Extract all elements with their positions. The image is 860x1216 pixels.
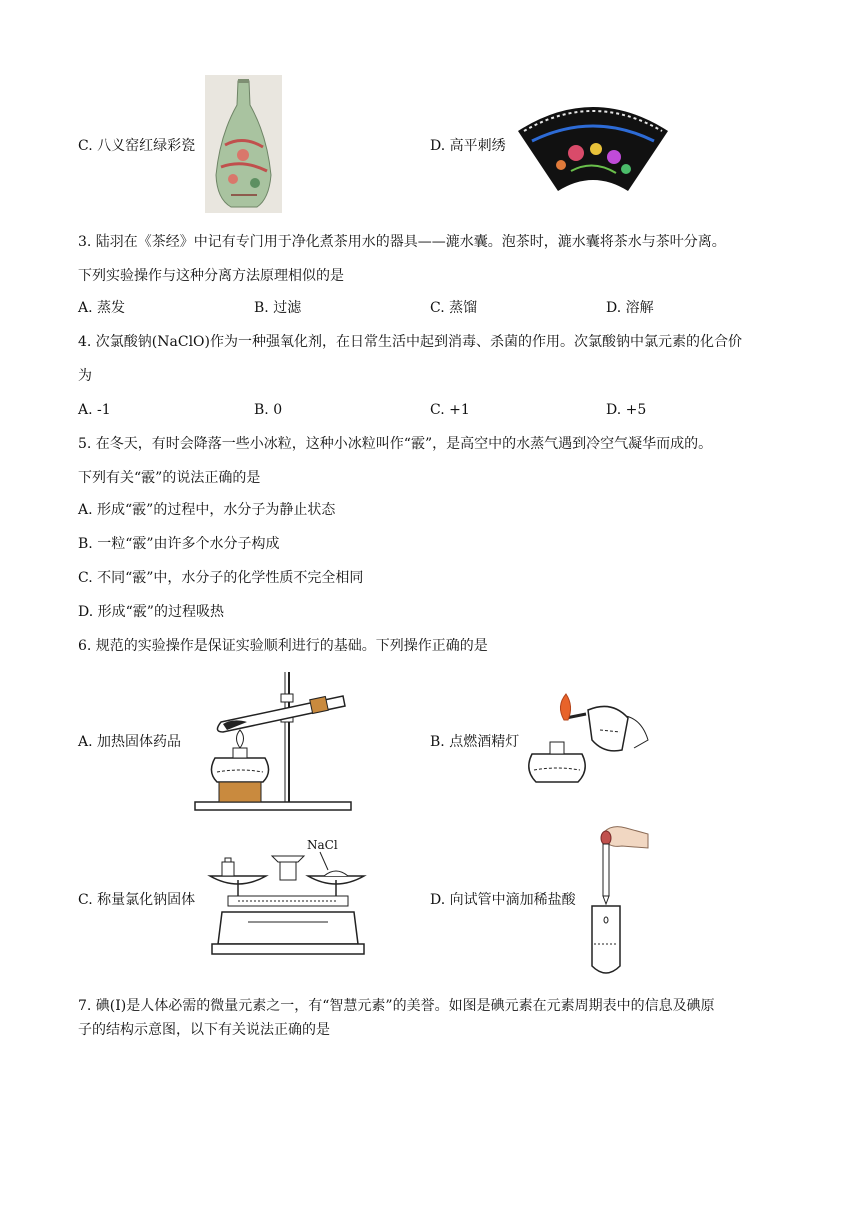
lighting-alcohol-lamp-diagram [526,690,652,790]
q7-stem-line1: 7. 碘(I)是人体必需的微量元素之一，有“智慧元素”的美誉。如图是碘元素在元素周期表中的信息及碘原 [78,998,715,1014]
q4-option-b: B. 0 [254,402,283,418]
dropper-test-tube-diagram [582,824,650,976]
q3-option-d: D. 溶解 [606,300,654,316]
q6-stem: 6. 规范的实验操作是保证实验顺利进行的基础。下列操作正确的是 [78,638,488,654]
q6-option-a: A. 加热固体药品 [78,734,182,750]
q6-option-c: C. 称量氯化钠固体 [78,892,196,908]
q4-option-d: D. +5 [606,402,647,418]
q5-option-d: D. 形成“霰”的过程吸热 [78,604,224,620]
q4-option-a: A. -1 [78,402,111,418]
q3-stem-line1: 3. 陆羽在《茶经》中记有专门用于净化煮茶用水的器具——漉水囊。泡茶时，漉水囊将茶水与茶叶分离。 [78,234,726,250]
nacl-label: NaCl [307,838,338,852]
q2-option-d: D. 高平刺绣 [430,138,506,154]
q6-option-b: B. 点燃酒精灯 [430,734,520,750]
q4-option-c: C. +1 [430,402,470,418]
q5-option-b: B. 一粒“霰”由许多个水分子构成 [78,536,280,552]
q4-stem-line1: 4. 次氯酸钠(NaClO)作为一种强氧化剂，在日常生活中起到消毒、杀菌的作用。次氯酸钠中氯元素的化合价 [78,334,742,350]
q3-stem-line2: 下列实验操作与这种分离方法原理相似的是 [78,268,344,284]
weighing-balance-diagram [208,852,368,960]
q6-option-d: D. 向试管中滴加稀盐酸 [430,892,576,908]
q3-option-b: B. 过滤 [254,300,302,316]
q4-stem-line2: 为 [78,368,92,384]
q2-option-c: C. 八义窑红绿彩瓷 [78,138,196,154]
q5-stem-line1: 5. 在冬天，有时会降落一些小冰粒，这种小冰粒叫作“霰”，是高空中的水蒸气遇到冷空气凝华而成的。 [78,436,713,452]
q5-option-c: C. 不同“霰”中，水分子的化学性质不完全相同 [78,570,364,586]
q5-option-a: A. 形成“霰”的过程中，水分子为静止状态 [78,502,336,518]
vase-image [205,75,282,213]
heating-solid-apparatus-diagram [193,668,353,814]
q3-option-a: A. 蒸发 [78,300,126,316]
q5-stem-line2: 下列有关“霰”的说法正确的是 [78,470,261,486]
embroidery-fan-image [516,101,670,193]
q7-stem-line2: 子的结构示意图，以下有关说法正确的是 [78,1022,330,1038]
q3-option-c: C. 蒸馏 [430,300,478,316]
